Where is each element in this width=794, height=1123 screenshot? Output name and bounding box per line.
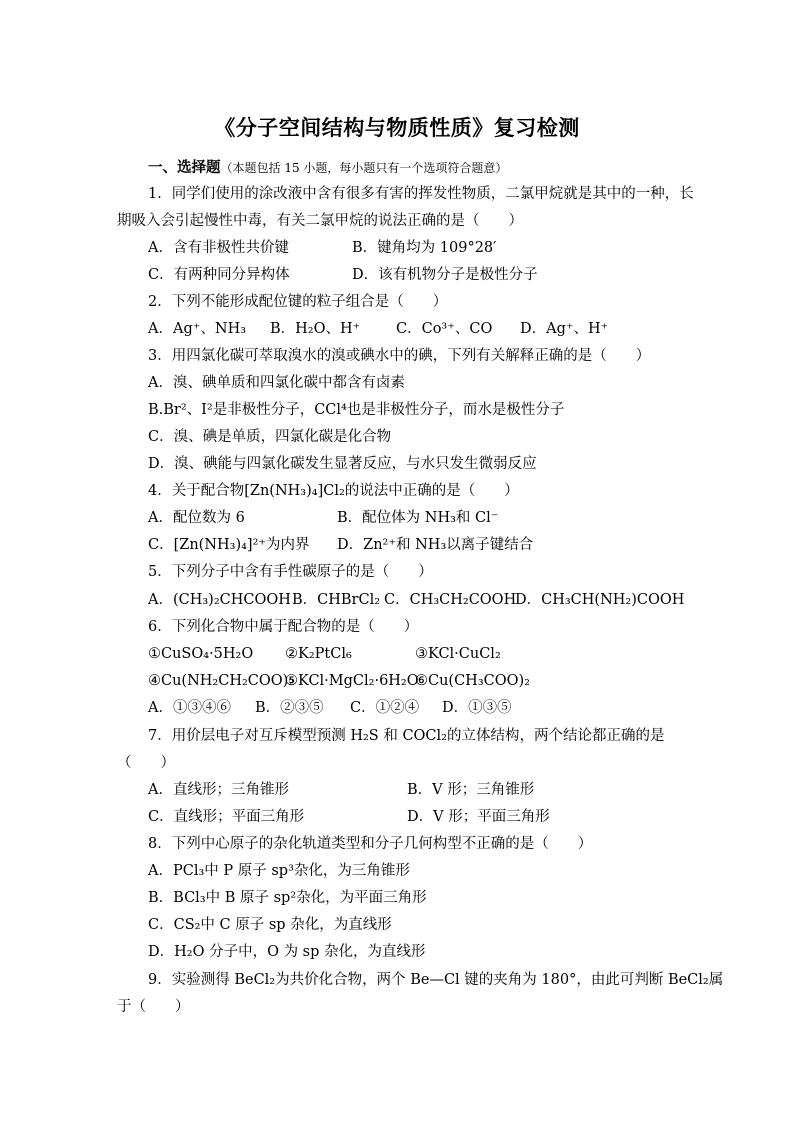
q2-option-d: D．Ag⁺、H⁺ xyxy=(520,321,609,337)
q8-option-b: B．BCl₃中 B 原子 sp²杂化，为平面三角形 xyxy=(148,890,427,906)
q4-option-a: A．配位数为 6 xyxy=(148,510,245,526)
q6-item-3: ③KCl·CuCl₂ xyxy=(415,646,501,662)
q2-option-b: B．H₂O、H⁺ xyxy=(270,321,361,337)
q3-option-b: B.Br²、I²是非极性分子，CCl⁴也是非极性分子，而水是极性分子 xyxy=(148,402,565,418)
q9-stem-line1: 9．实验测得 BeCl₂为共价化合物，两个 Be—Cl 键的夹角为 180°，由此可判断 BeCl₂属 xyxy=(148,972,724,988)
q3-option-d: D．溴、碘能与四氯化碳发生显著反应，与水只发生微弱反应 xyxy=(148,456,537,472)
q7-option-a: A．直线形；三角锥形 xyxy=(148,782,289,798)
q1-stem-line2: 期吸入会引起慢性中毒，有关二氯甲烷的说法正确的是（ ） xyxy=(117,213,523,229)
q3-option-c: C．溴、碘是单质，四氯化碳是化合物 xyxy=(148,429,392,445)
q1-option-d: D．该有机物分子是极性分子 xyxy=(352,267,538,283)
q6-item-5: ⑤KCl·MgCl₂·6H₂O xyxy=(285,673,419,689)
q8-option-c: C．CS₂中 C 原子 sp 杂化，为直线形 xyxy=(148,917,392,933)
q4-option-b: B．配位体为 NH₃和 Cl⁻ xyxy=(337,510,499,526)
q6-item-2: ②K₂PtCl₆ xyxy=(285,646,352,662)
q6-item-4: ④Cu(NH₂CH₂COO)₂ xyxy=(148,673,295,689)
q7-option-d: D．V 形；平面三角形 xyxy=(407,809,550,825)
q6-item-6: ⑥Cu(CH₃COO)₂ xyxy=(415,673,530,689)
q6-stem: 6．下列化合物中属于配合物的是（ ） xyxy=(148,619,419,635)
q5-option-d: D．CH₃CH(NH₂)COOH xyxy=(515,592,685,608)
q6-option-b: B．②③⑤ xyxy=(255,700,324,716)
q6-option-a: A．①③④⑥ xyxy=(148,700,231,716)
q1-option-b: B．键角均为 109°28′ xyxy=(352,240,497,256)
q8-option-d: D．H₂O 分子中，O 为 sp 杂化，为直线形 xyxy=(148,944,426,960)
q6-item-1: ①CuSO₄·5H₂O xyxy=(148,646,254,662)
q8-stem: 8．下列中心原子的杂化轨道类型和分子几何构型不正确的是（ ） xyxy=(148,836,593,852)
section-title: 一、选择题 xyxy=(148,159,221,176)
document-title: 《分子空间结构与物质性质》复习检测 xyxy=(214,115,580,140)
q8-option-a: A．PCl₃中 P 原子 sp³杂化，为三角锥形 xyxy=(148,863,410,879)
q4-option-d: D．Zn²⁺和 NH₃以离子键结合 xyxy=(337,537,534,553)
q3-option-a: A．溴、碘单质和四氯化碳中都含有卤素 xyxy=(148,375,405,391)
q5-option-b: B．CHBrCl₂ xyxy=(292,592,381,608)
q7-option-b: B．V 形；三角锥形 xyxy=(407,782,535,798)
q4-option-c: C．[Zn(NH₃)₄]²⁺为内界 xyxy=(148,537,310,553)
q7-stem-line2: （ ） xyxy=(117,755,175,771)
q7-stem-line1: 7．用价层电子对互斥模型预测 H₂S 和 COCl₂的立体结构，两个结论都正确的是 xyxy=(148,728,665,744)
q4-stem: 4．关于配合物[Zn(NH₃)₄]Cl₂的说法中正确的是（ ） xyxy=(148,483,519,499)
section-instructions: （本题包括 15 小题，每小题只有一个选项符合题意） xyxy=(220,161,508,175)
q5-option-c: C．CH₃CH₂COOH xyxy=(384,592,517,608)
q9-stem-line2: 于（ ） xyxy=(117,999,190,1015)
q7-option-c: C．直线形；平面三角形 xyxy=(148,809,305,825)
q6-option-c: C．①②④ xyxy=(350,700,420,716)
q1-option-a: A．含有非极性共价键 xyxy=(148,240,289,256)
q6-option-d: D．①③⑤ xyxy=(442,700,512,716)
q2-option-c: C．Co³⁺、CO xyxy=(396,321,493,337)
q2-option-a: A．Ag⁺、NH₃ xyxy=(148,321,247,337)
q3-stem: 3．用四氯化碳可萃取溴水的溴或碘水中的碘，下列有关解释正确的是（ ） xyxy=(148,348,651,364)
q2-stem: 2．下列不能形成配位键的粒子组合是（ ） xyxy=(148,294,448,310)
q1-stem-line1: 1．同学们使用的涂改液中含有很多有害的挥发性物质，二氯甲烷就是其中的一种，长 xyxy=(148,186,694,202)
q1-option-c: C．有两种同分异构体 xyxy=(148,267,290,283)
section-header xyxy=(148,158,507,178)
q5-option-a: A．(CH₃)₂CHCOOH xyxy=(148,592,291,608)
q5-stem: 5．下列分子中含有手性碳原子的是（ ） xyxy=(148,564,433,580)
